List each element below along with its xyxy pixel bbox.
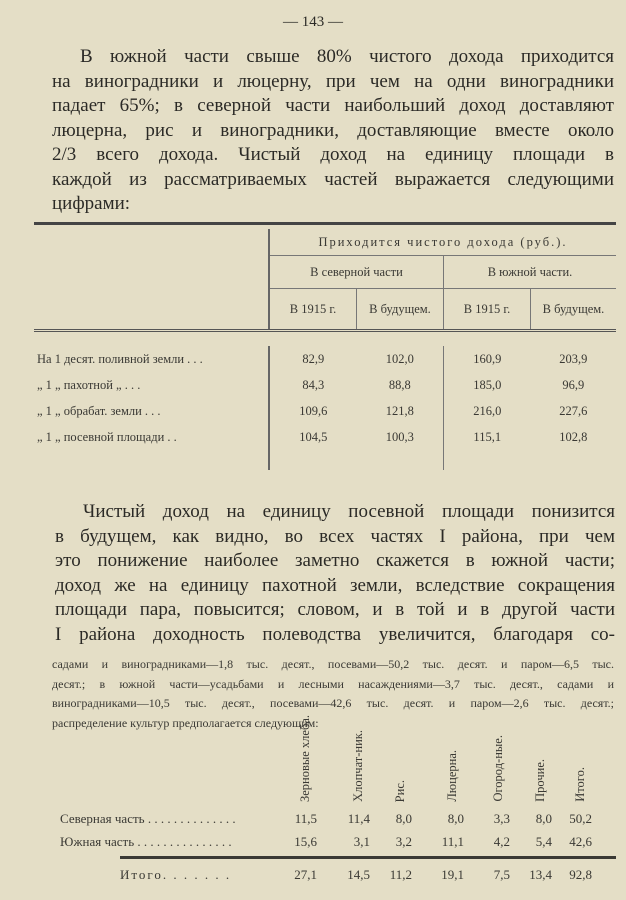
cell-value: 11,5 bbox=[294, 811, 317, 826]
text-line: падает 65%; в северной части наибольший доход доставляют bbox=[52, 95, 614, 116]
sub-header: В 1915 г. bbox=[269, 289, 357, 331]
text-line: площади пара, повысится; словом, и в той и в другой части bbox=[55, 599, 615, 620]
cell-value: 19,1 bbox=[441, 867, 464, 882]
text-line: на виноградники и люцерну, при чем на одни виноградники bbox=[52, 70, 614, 92]
cell-value: 11,2 bbox=[389, 867, 412, 882]
table-row: Северная часть . . . . . . . . . . . . . . 11,5 11,4 8,0 8,0 3,3 8,0 50,2 bbox=[60, 807, 616, 830]
table-row: Южная часть . . . . . . . . . . . . . . . 15,6 3,1 3,2 11,1 4,2 5,4 42,6 bbox=[60, 830, 616, 853]
text-line: доход же на единицу пахотной земли, вследствие сокращения bbox=[55, 574, 615, 596]
sub-header: В будущем. bbox=[357, 289, 444, 331]
cell-value: 27,1 bbox=[294, 867, 317, 882]
column-header: Огород-ные. bbox=[491, 735, 505, 802]
column-header: Хлопчат-ник. bbox=[351, 730, 365, 802]
cell-value: 13,4 bbox=[529, 867, 552, 882]
cell-value: 11,4 bbox=[347, 811, 370, 826]
text-line: Чистый доход на единицу посевной площади понизится bbox=[83, 501, 615, 522]
text-line: 2/3 всего дохода. Чистый доход на единицу площади в bbox=[52, 144, 614, 165]
cell-value: 15,6 bbox=[294, 834, 317, 849]
cell-value: 3,3 bbox=[493, 811, 510, 826]
text-line: I района доходность полеводства увеличится, благодаря со- bbox=[55, 623, 615, 645]
cell-value: 4,2 bbox=[493, 834, 510, 849]
column-header: Рис. bbox=[393, 779, 407, 802]
column-header: Прочие. bbox=[533, 759, 547, 802]
sub-header: В 1915 г. bbox=[444, 289, 531, 331]
footnote-line: виноградниками—10,5 тыс. десят., посевами—42,6 тыс. десят. и паром—2,6 тыс. десят.; bbox=[52, 696, 614, 710]
divider bbox=[120, 856, 616, 859]
paragraph-1 bbox=[52, 45, 614, 217]
group-header: Приходится чистого дохода (руб.). bbox=[269, 229, 616, 256]
text-line: цифрами: bbox=[52, 193, 131, 214]
page-number: — 143 — bbox=[283, 14, 343, 30]
cell-value: 8,0 bbox=[447, 811, 464, 826]
cell-value: 50,2 bbox=[569, 811, 592, 826]
column-header: Люцерна. bbox=[445, 750, 459, 802]
text-line: каждой из рассматриваемых частей выражается следующими bbox=[52, 168, 614, 190]
text-line: в будущем, как видно, во всех частях I района, при чем bbox=[55, 525, 615, 547]
text-line: люцерна, рис и виноградники, доставляющие вместе около bbox=[52, 119, 614, 141]
cell-value: 8,0 bbox=[535, 811, 552, 826]
crop-distribution-table bbox=[60, 712, 616, 886]
column-header: Итого. bbox=[573, 767, 587, 802]
total-row: Итого. . . . . . . 27,1 14,5 11,2 19,1 7,5 13,4 92,8 bbox=[60, 863, 616, 886]
cell-value: 11,1 bbox=[441, 834, 464, 849]
net-income-table bbox=[34, 222, 616, 470]
footnote-line: садами и виноградниками—1,8 тыс. десят., посевами—50,2 тыс. десят. и паром—6,5 тыс. bbox=[52, 657, 614, 671]
footnote-line: десят.; в южной части—усадьбами и лесными насаждениями—3,7 тыс. десят., садами и bbox=[52, 676, 614, 691]
paragraph-2 bbox=[55, 500, 615, 647]
cell-value: 5,4 bbox=[535, 834, 552, 849]
footnote-line: распределение культур предполагается следующим: bbox=[52, 715, 319, 730]
table-row: „ 1 „ посевной площади . . 104,5 100,3 115,1 102,8 bbox=[34, 424, 616, 450]
cell-value: 7,5 bbox=[493, 867, 510, 882]
table-row: „ 1 „ пахотной „ . . . 84,3 88,8 185,0 96,9 bbox=[34, 372, 616, 398]
table-row: На 1 десят. поливной земли . . . 82,9 102,0 160,9 203,9 bbox=[34, 346, 616, 372]
column-header: Зерновые хлеба. bbox=[298, 714, 312, 802]
cell-value: 92,8 bbox=[569, 867, 592, 882]
south-header: В южной части. bbox=[444, 256, 617, 289]
sub-header: В будущем. bbox=[531, 289, 617, 331]
cell-value: 3,2 bbox=[395, 834, 412, 849]
north-header: В северной части bbox=[269, 256, 444, 289]
cell-value: 42,6 bbox=[569, 834, 592, 849]
cell-value: 14,5 bbox=[347, 867, 370, 882]
text-line: это понижение наиболее заметно скажется в южной части; bbox=[55, 550, 615, 571]
cell-value: 3,1 bbox=[353, 834, 370, 849]
text-line: В южной части свыше 80% чистого дохода приходится bbox=[80, 46, 614, 67]
cell-value: 8,0 bbox=[395, 811, 412, 826]
table-row: „ 1 „ обрабат. земли . . . 109,6 121,8 216,0 227,6 bbox=[34, 398, 616, 424]
